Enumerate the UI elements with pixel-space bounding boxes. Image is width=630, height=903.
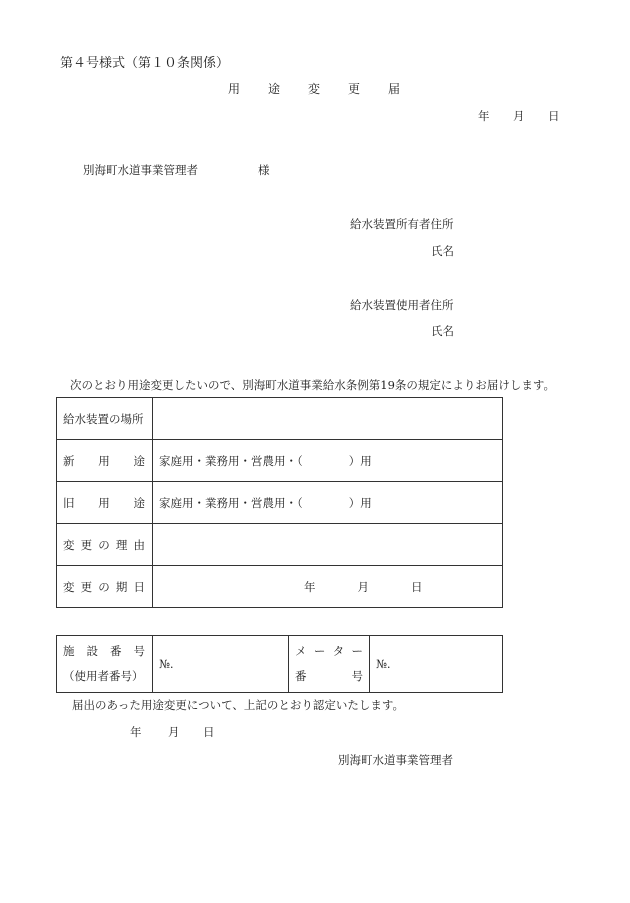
owner-name-label: 氏名	[431, 244, 454, 258]
date-year: 年	[478, 109, 490, 123]
facility-number-value[interactable]: №.	[153, 636, 289, 693]
date-day: 日	[411, 579, 423, 594]
approval-date	[130, 724, 215, 740]
table-row	[57, 482, 503, 524]
old-use-value[interactable]: 家庭用・業務用・営農用・（ ）用	[153, 482, 503, 524]
table-row	[57, 524, 503, 566]
table-row	[57, 566, 503, 608]
change-date-label: 変 更 の 期 日	[57, 566, 153, 608]
change-reason-value[interactable]	[153, 524, 503, 566]
document-title	[228, 80, 428, 97]
table-row	[57, 636, 503, 693]
approving-manager: 別海町水道事業管理者	[338, 753, 453, 767]
date-year: 年	[130, 725, 142, 739]
location-label: 給水装置の場所	[57, 398, 153, 440]
new-use-label: 新 用 途	[57, 440, 153, 482]
owner-address-label: 給水装置所有者住所	[350, 217, 454, 231]
addressee-name: 別海町水道事業管理者	[83, 163, 198, 177]
date-day: 日	[548, 109, 560, 123]
date-day: 日	[203, 725, 215, 739]
change-reason-label: 変 更 の 理 由	[57, 524, 153, 566]
location-value[interactable]	[153, 398, 503, 440]
user-name-label: 氏名	[431, 324, 454, 338]
meter-number-value[interactable]: №.	[370, 636, 503, 693]
submission-date	[478, 108, 560, 124]
addressee-honorific: 様	[258, 163, 270, 177]
title-char: 更	[348, 82, 361, 96]
user-address-label: 給水装置使用者住所	[350, 298, 454, 312]
approval-text: 届出のあった用途変更について、上記のとおり認定いたします。	[72, 698, 405, 712]
title-char: 途	[268, 82, 281, 96]
form-number-label: 第４号様式（第１０条関係）	[60, 56, 230, 71]
date-month: 月	[513, 109, 525, 123]
meter-number-label: メ ー タ ー 番 号	[289, 636, 370, 693]
new-use-value[interactable]: 家庭用・業務用・営農用・（ ）用	[153, 440, 503, 482]
table-row	[57, 398, 503, 440]
facility-number-label: 施 設 番 号 （使用者番号）	[57, 636, 153, 693]
application-table	[56, 397, 503, 608]
title-char: 届	[388, 82, 401, 96]
date-month: 月	[168, 725, 180, 739]
intro-text: 次のとおり用途変更したいので、別海町水道事業給水条例第19条の規定によりお届けします。	[70, 378, 555, 392]
facility-table	[56, 635, 503, 693]
change-date-value[interactable]	[153, 566, 503, 608]
table-row	[57, 440, 503, 482]
title-char: 用	[228, 82, 241, 96]
title-char: 変	[308, 82, 321, 96]
old-use-label: 旧 用 途	[57, 482, 153, 524]
date-year: 年	[304, 579, 316, 594]
date-month: 月	[357, 579, 369, 594]
